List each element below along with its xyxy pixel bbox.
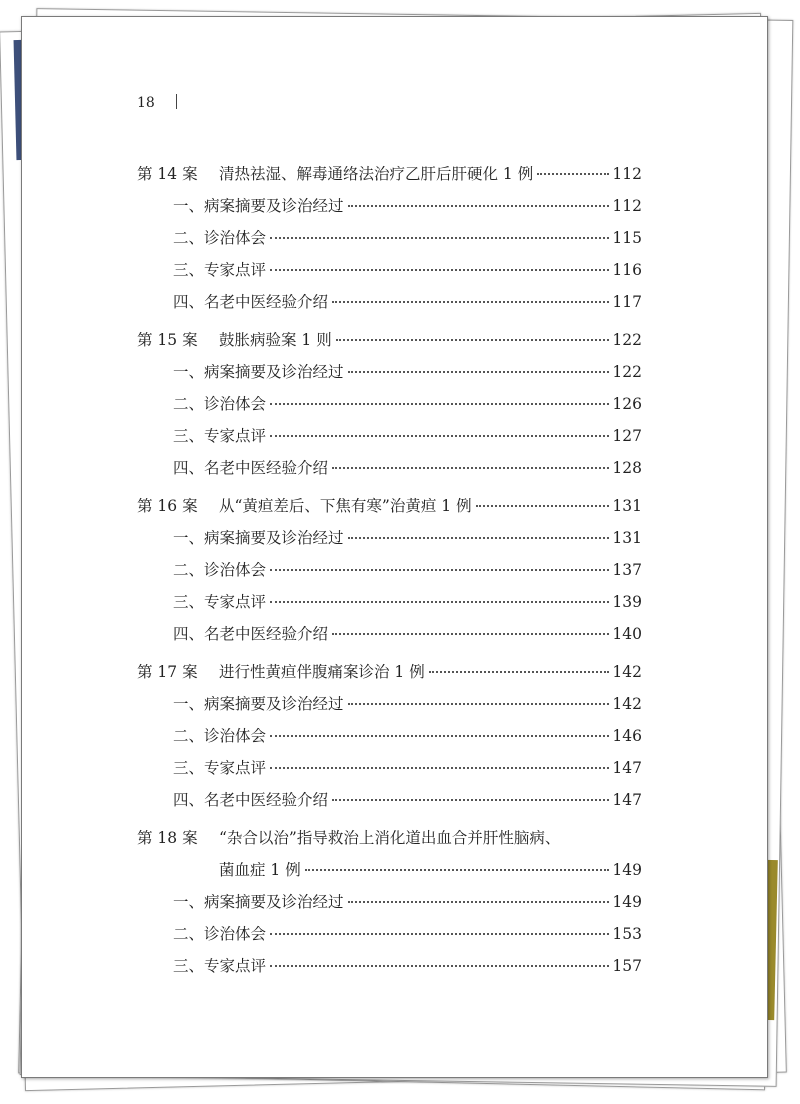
toc-entry-case-18-continued[interactable] <box>219 858 642 880</box>
toc-entry[interactable] <box>173 590 642 612</box>
toc-page-number: 115 <box>612 229 642 247</box>
toc-entry[interactable] <box>173 890 642 912</box>
leader-dots <box>270 965 609 967</box>
toc-page-number: 122 <box>612 363 642 381</box>
toc-entry-case-15[interactable] <box>137 328 642 350</box>
toc-entry[interactable] <box>173 290 642 312</box>
toc-page-number: 153 <box>612 925 642 943</box>
toc-entry-label: 三、专家点评 <box>173 427 267 445</box>
toc-entry-label: 菌血症 1 例 <box>219 861 301 879</box>
toc-entry[interactable] <box>173 724 642 746</box>
toc-page-number: 149 <box>612 861 642 879</box>
toc-entry[interactable] <box>173 756 642 778</box>
toc-entry-case-18[interactable] <box>137 826 642 848</box>
page-number: 18 <box>137 95 155 111</box>
toc-page-number: 142 <box>612 695 642 713</box>
leader-dots <box>270 569 609 571</box>
toc-page-number: 139 <box>612 593 642 611</box>
leader-dots <box>270 767 609 769</box>
toc-entry-label: 三、专家点评 <box>173 759 267 777</box>
toc-entry[interactable] <box>173 194 642 216</box>
toc-page-number: 146 <box>612 727 642 745</box>
leader-dots <box>270 269 609 271</box>
leader-dots <box>348 901 610 903</box>
leader-dots <box>537 173 609 175</box>
toc-page-number: 112 <box>612 197 642 215</box>
toc-case-heading: 第 17 案 进行性黄疸伴腹痛案诊治 1 例 <box>137 663 425 681</box>
leader-dots <box>305 869 610 871</box>
toc-case-heading: 第 15 案 鼓胀病验案 1 则 <box>137 331 332 349</box>
toc-entry-label: 一、病案摘要及诊治经过 <box>173 197 344 215</box>
toc-page-number: 137 <box>612 561 642 579</box>
leader-dots <box>270 735 609 737</box>
leader-dots <box>348 537 610 539</box>
toc-page-number: 140 <box>612 625 642 643</box>
leader-dots <box>270 237 609 239</box>
toc-entry-case-16[interactable] <box>137 494 642 516</box>
toc-page-number: 117 <box>612 293 642 311</box>
toc-page-number: 126 <box>612 395 642 413</box>
toc-entry-label: 二、诊治体会 <box>173 561 267 579</box>
leader-dots <box>336 339 610 341</box>
toc-page-number: 147 <box>612 791 642 809</box>
toc-page-number: 131 <box>612 529 642 547</box>
toc-entry[interactable] <box>173 258 642 280</box>
toc-entry[interactable] <box>173 456 642 478</box>
leader-dots <box>270 933 609 935</box>
leader-dots <box>348 703 610 705</box>
toc-entry[interactable] <box>173 360 642 382</box>
leader-dots <box>270 403 609 405</box>
leader-dots <box>476 505 610 507</box>
toc-page-number: 147 <box>612 759 642 777</box>
toc-entry-label: 一、病案摘要及诊治经过 <box>173 695 344 713</box>
toc-entry-label: 二、诊治体会 <box>173 727 267 745</box>
toc-entry[interactable] <box>173 692 642 714</box>
leader-dots <box>332 799 609 801</box>
toc-entry[interactable] <box>173 226 642 248</box>
leader-dots <box>270 601 609 603</box>
toc-entry-label: 一、病案摘要及诊治经过 <box>173 363 344 381</box>
toc-entry[interactable] <box>173 424 642 446</box>
toc-entry-label: 三、专家点评 <box>173 957 267 975</box>
toc-entry-label: 一、病案摘要及诊治经过 <box>173 893 344 911</box>
toc-page-number: 142 <box>612 663 642 681</box>
toc-entry-label: 四、名老中医经验介绍 <box>173 459 329 477</box>
toc-entry[interactable] <box>173 954 642 976</box>
toc-page-number: 122 <box>612 331 642 349</box>
toc-entry-label: 二、诊治体会 <box>173 229 267 247</box>
leader-dots <box>348 371 610 373</box>
toc-entry-label: 一、病案摘要及诊治经过 <box>173 529 344 547</box>
header-divider <box>176 94 177 109</box>
toc-page-number: 127 <box>612 427 642 445</box>
leader-dots <box>270 435 609 437</box>
toc-page-number: 131 <box>612 497 642 515</box>
toc-entry-label: 四、名老中医经验介绍 <box>173 625 329 643</box>
toc-page-number: 112 <box>612 165 642 183</box>
toc-page-number: 157 <box>612 957 642 975</box>
leader-dots <box>332 467 609 469</box>
toc-entry[interactable] <box>173 622 642 644</box>
toc-entry-label: 四、名老中医经验介绍 <box>173 293 329 311</box>
toc-page-number: 149 <box>612 893 642 911</box>
leader-dots <box>429 671 610 673</box>
book-page <box>21 16 768 1078</box>
toc-entry-label: 二、诊治体会 <box>173 395 267 413</box>
toc-entry-label: 四、名老中医经验介绍 <box>173 791 329 809</box>
toc-entry[interactable] <box>173 392 642 414</box>
toc-entry[interactable] <box>173 526 642 548</box>
toc-entry[interactable] <box>173 922 642 944</box>
toc-page-number: 128 <box>612 459 642 477</box>
toc-entry-case-14[interactable] <box>137 162 642 184</box>
toc-entry[interactable] <box>173 788 642 810</box>
toc-case-heading: 第 16 案 从“黄疸差后、下焦有寒”治黄疸 1 例 <box>137 497 472 515</box>
toc-entry[interactable] <box>173 558 642 580</box>
toc-entry-label: 二、诊治体会 <box>173 925 267 943</box>
toc-entry-label: 三、专家点评 <box>173 261 267 279</box>
toc-entry-label: 三、专家点评 <box>173 593 267 611</box>
leader-dots <box>348 205 610 207</box>
toc-case-heading: 第 14 案 清热祛湿、解毒通络法治疗乙肝后肝硬化 1 例 <box>137 165 534 183</box>
toc-entry-case-17[interactable] <box>137 660 642 682</box>
toc-case-heading: 第 18 案 “杂合以治”指导救治上消化道出血合并肝性脑病、 <box>137 829 561 847</box>
toc-page-number: 116 <box>612 261 642 279</box>
leader-dots <box>332 633 609 635</box>
leader-dots <box>332 301 609 303</box>
